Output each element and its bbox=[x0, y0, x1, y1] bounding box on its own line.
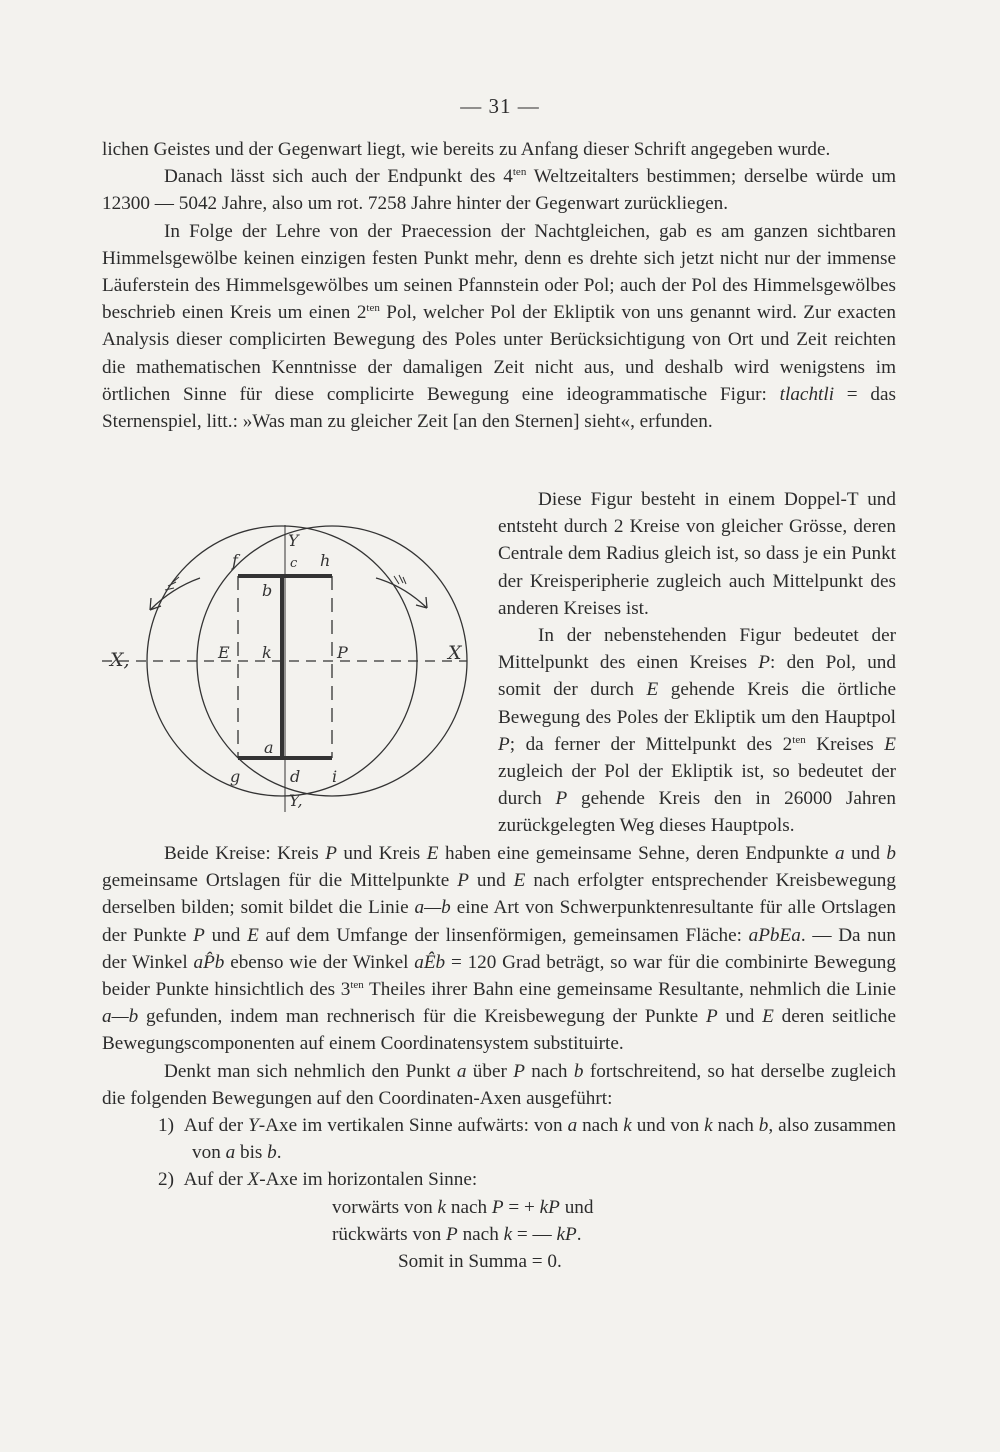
paragraph-4: Beide Kreise: Kreis P und Kreis E haben eine gemeinsame Sehne, deren Endpunkte a und b gemeinsame Ortslagen für die Mittelpunkte P und E nach erfolgter entsprechender Kreisbewegung derselben bilden; somit bildet die Linie a—b eine Art von Schwerpunktenresultante für alle Ortslagen der Punkte P und E auf dem Umfange der linsenförmigen, gemeinsamen Fläche: aPbEa. — Da nun der Winkel aP̂b ebenso wie der Winkel aÊb = 120 Grad beträgt, so war für die combinirte Bewegung beider Punkte hinsichtlich des $3^{ten}$ Theiles ihrer Bahn eine gemeinsame Resultante, nehmlich die Linie a—b gefunden, indem man rechnerisch für die Kreisbewegung der Punkte P und E deren seitliche Bewegungscomponenten auf einem Coordinatensystem substituirte. bbox=[102, 843, 897, 1055]
label-c: c bbox=[290, 556, 298, 571]
label-b: b bbox=[262, 581, 273, 600]
label-e: E bbox=[218, 643, 230, 662]
arrow-right-feathers bbox=[394, 575, 406, 584]
label-x-left: X, bbox=[110, 649, 130, 671]
paragraph-1: lichen Geistes und der Gegenwart liegt, wie bereits zu Anfang dieser Schrift angegeben wurde. bbox=[102, 139, 831, 160]
label-k: k bbox=[262, 643, 272, 662]
paragraph-5: Denkt man sich nehmlich den Punkt a über P nach b fortschreitend, so hat derselbe zugleich die folgenden Bewegungen auf den Coordinaten-Axen ausgeführt: bbox=[102, 1060, 896, 1109]
figure-description bbox=[498, 486, 896, 840]
label-g: g bbox=[230, 767, 241, 786]
label-p: P bbox=[337, 643, 348, 662]
label-y-top: Y bbox=[288, 531, 299, 550]
label-y-bottom: Y, bbox=[289, 791, 303, 810]
figure-paragraph-2: In der nebenstehenden Figur bedeutet der Mittelpunkt des einen Kreises P: den Pol, und somit der durch E gehende Kreis die örtliche Bewegung des Poles der Ekliptik um den Hauptpol P; da ferner der Mittelpunkt des $2^{ten}$ Kreises E zugleich der Pol der Ekliptik ist, so bedeutet der durch P gehende Kreis den in 26000 Jahren zurückgelegten Weg dieses Hauptpols. bbox=[498, 625, 897, 837]
label-f: f bbox=[232, 551, 238, 570]
label-i: i bbox=[332, 767, 338, 786]
equation-backward: rückwärts von P nach k = — kP. bbox=[332, 1223, 582, 1245]
page-number: — 31 — bbox=[460, 94, 540, 118]
lower-text bbox=[102, 840, 896, 1275]
arrow-right-arc bbox=[376, 578, 427, 608]
label-h: h bbox=[320, 551, 331, 570]
label-d: d bbox=[290, 767, 301, 786]
label-a: a bbox=[264, 738, 274, 757]
double-circle-diagram bbox=[102, 520, 492, 820]
list-item-1: 1) Auf der Y-Axe im vertikalen Sinne aufwärts: von a nach k und von k nach b, also zusammen von a bis b. bbox=[158, 1115, 897, 1164]
label-x-right: X bbox=[448, 642, 462, 664]
tlachtli-figure bbox=[102, 520, 492, 820]
figure-paragraph-1: Diese Figur besteht in einem Doppel-T und entsteht durch 2 Kreise von gleicher Grösse, deren Centrale dem Radius gleich ist, so dass je ein Punkt der Kreisperipherie zugleich auch Mittelpunkt des anderen Kreises ist. bbox=[498, 489, 896, 619]
paragraph-2: Danach lässt sich auch der Endpunkt des $4^{ten}$ Weltzeitalters bestimmen; derselbe würde um 12300 — 5042 Jahre, also um rot. 7258 Jahre hinter der Gegenwart zurückliegen. bbox=[102, 166, 897, 215]
equation-forward: vorwärts von k nach P = + kP und bbox=[332, 1196, 594, 1218]
list-item-2: 2) Auf der X-Axe im horizontalen Sinne: bbox=[158, 1169, 478, 1191]
intro-text bbox=[102, 136, 896, 435]
paragraph-3: In Folge der Lehre von der Praecession der Nachtgleichen, gab es am ganzen sichtbaren Himmelsgewölbe keinen einzigen festen Punkt mehr, denn es drehte sich jetzt nicht nur der immense Läuferstein des Himmelsgewölbes um seinen Pfannstein oder Pol; auch der Pol des Himmelsgewölbes beschrieb einen Kreis um einen $2^{ten}$ Pol, welcher Pol der Ekliptik von uns genannt wird. Zur exacten Analysis dieser complicirten Bewegung des Poles unter Berücksichtigung von Ort und Zeit reichten die mathematischen Kenntnisse der damaligen Zeit nicht aus, und deshalb wird wenigstens im örtlichen Sinne für diese complicirte Bewegung eine ideogrammatische Figur: tlachtli = das Sternenspiel, litt.: »Was man zu gleicher Zeit [an den Sternen] sieht«, erfunden. bbox=[102, 220, 896, 433]
arrow-left-feathers bbox=[165, 577, 179, 590]
equation-sum: Somit in Summa = 0. bbox=[398, 1251, 562, 1273]
